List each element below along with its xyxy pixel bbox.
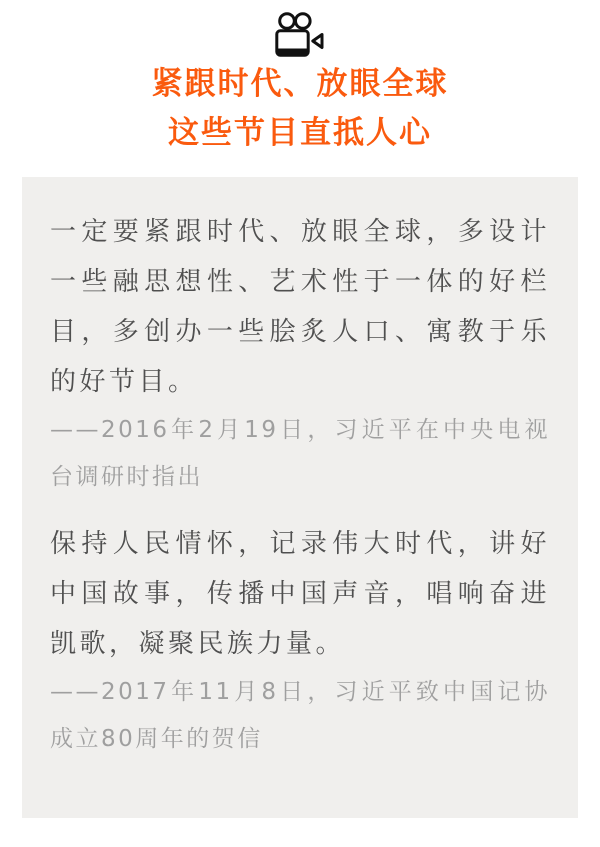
article-header (0, 0, 600, 158)
quote-attribution-1: ——2016年2月19日，习近平在中央电视台调研时指出 (50, 417, 550, 490)
article-title (0, 60, 600, 158)
title-line-2: 这些节目直抵人心 (168, 115, 432, 151)
video-camera-icon (0, 12, 600, 58)
quote-text-1: 一定要紧跟时代、放眼全球，多设计一些融思想性、艺术性于一体的好栏目，多创办一些脍炙人口、寓教于乐的好节目。 (50, 217, 550, 397)
quote-attribution-2: ——2017年11月8日，习近平致中国记协成立80周年的贺信 (50, 679, 550, 752)
title-line-1: 紧跟时代、放眼全球 (151, 66, 449, 102)
quote-block-1 (50, 207, 550, 501)
quote-block-2 (50, 519, 550, 763)
quote-text-2: 保持人民情怀，记录伟大时代，讲好中国故事，传播中国声音，唱响奋进凯歌，凝聚民族力量。 (50, 529, 550, 659)
quote-box (22, 177, 578, 818)
